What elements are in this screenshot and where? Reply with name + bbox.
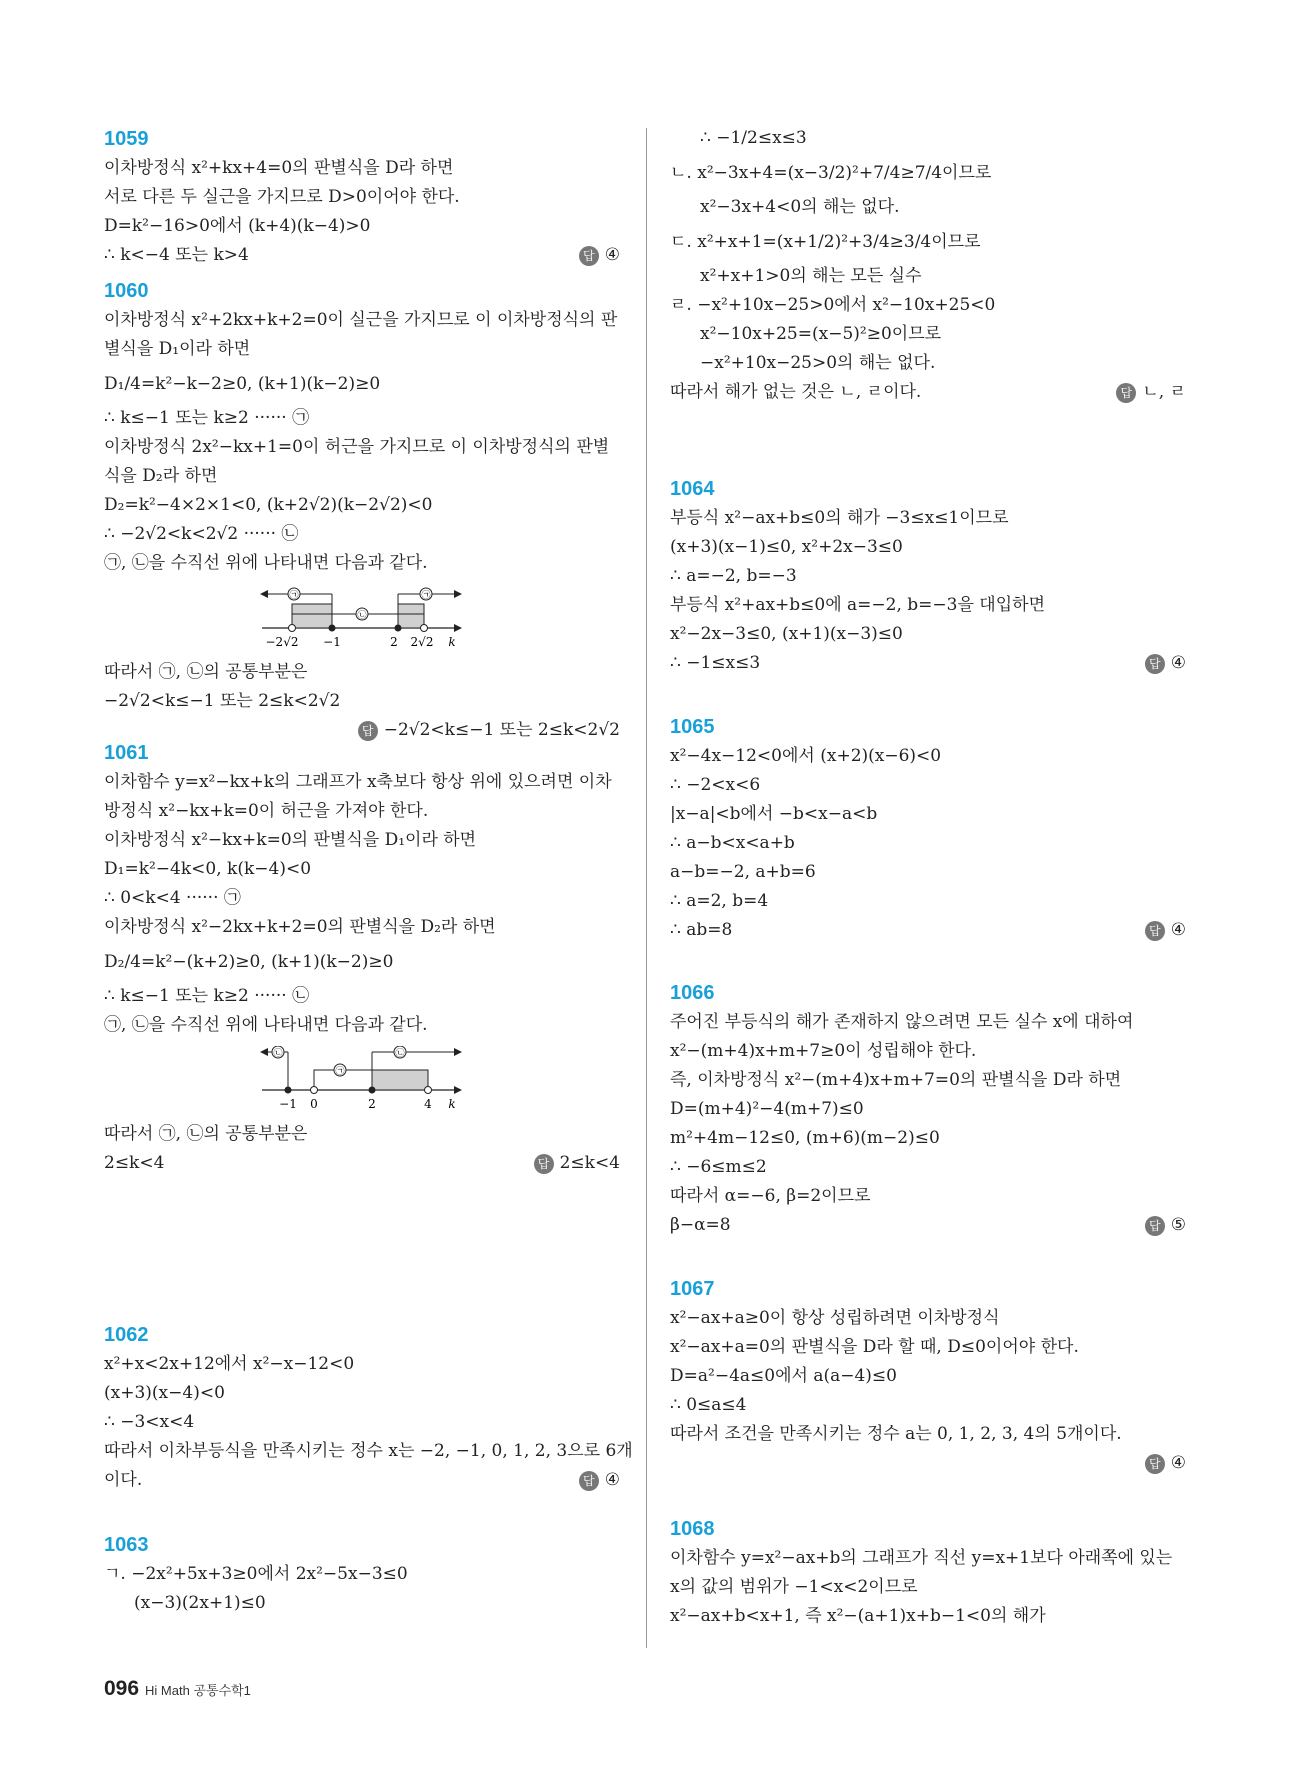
solution-line: 이차함수 y=x²−ax+b의 그래프가 직선 y=x+1보다 아래쪽에 있는 bbox=[670, 1548, 1173, 1568]
tick-label: −1 bbox=[323, 635, 341, 649]
solution-line: x²−ax+a=0의 판별식을 D라 할 때, D≤0이어야 한다. bbox=[670, 1337, 1079, 1357]
solution-line: 이차함수 y=x²−kx+k의 그래프가 x축보다 항상 위에 있으려면 이차 bbox=[104, 772, 612, 792]
solution-line: ∴ a−b<x<a+b bbox=[670, 833, 795, 853]
problem-1063-continued bbox=[670, 124, 1186, 407]
answer: 답 ⑤ bbox=[1145, 1211, 1186, 1240]
solution-line: 따라서 ㉠, ㉡의 공통부분은 bbox=[104, 1124, 308, 1144]
solution-line: x²+x<2x+12에서 x²−x−12<0 bbox=[104, 1354, 355, 1374]
problem-number: 1061 bbox=[104, 742, 149, 764]
solution-line: x²−2x−3≤0, (x+1)(x−3)≤0 bbox=[670, 624, 903, 644]
number-line-figure bbox=[254, 584, 464, 650]
problem-1059 bbox=[104, 124, 620, 270]
solution-line: ∴ k≤−1 또는 k≥2 ······ ㉠ bbox=[104, 408, 310, 428]
solution-line: x²−ax+b<x+1, 즉 x²−(a+1)x+b−1<0의 해가 bbox=[670, 1606, 1046, 1626]
solution-line: D₂=k²−4×2×1<0, (k+2√2)(k−2√2)<0 bbox=[104, 495, 433, 515]
answer-badge-icon: 답 bbox=[579, 1471, 599, 1491]
problem-number: 1059 bbox=[104, 128, 149, 150]
solution-line: m²+4m−12≤0, (m+6)(m−2)≤0 bbox=[670, 1128, 940, 1148]
solution-line: x²−(m+4)x+m+7≥0이 성립해야 한다. bbox=[670, 1041, 977, 1061]
solution-line: ㄴ. x²−3x+4=(x−3/2)²+7/4≥7/4이므로 bbox=[670, 163, 992, 183]
solution-line: 따라서 해가 없는 것은 ㄴ, ㄹ이다. 답 ㄴ, ㄹ bbox=[670, 378, 1186, 407]
page-footer bbox=[104, 1676, 251, 1702]
tick-label: 0 bbox=[310, 1097, 318, 1111]
solution-line: ∴ −1≤x≤3 답 ④ bbox=[670, 649, 1186, 678]
answer-badge-icon: 답 bbox=[1145, 921, 1165, 941]
solution-line: ∴ −2<x<6 bbox=[670, 775, 761, 795]
problem-1068 bbox=[670, 1514, 1186, 1631]
solution-line: 이다. 답 ④ bbox=[104, 1466, 620, 1495]
answer: 답 −2√2<k≤−1 또는 2≤k<2√2 bbox=[104, 716, 620, 745]
solution-line: ㉠, ㉡을 수직선 위에 나타내면 다음과 같다. bbox=[104, 1015, 428, 1035]
solution-line: x²−ax+a≥0이 항상 성립하려면 이차방정식 bbox=[670, 1308, 1000, 1328]
problem-number: 1063 bbox=[104, 1534, 149, 1556]
axis-label: k bbox=[448, 1097, 456, 1111]
solution-line: x²−3x+4<0의 해는 없다. bbox=[700, 197, 900, 217]
answer: 답 ④ bbox=[579, 1466, 620, 1495]
range-mark: ㉡ bbox=[395, 1049, 405, 1059]
problem-1060 bbox=[104, 276, 620, 745]
answer-badge-icon: 답 bbox=[1145, 1216, 1165, 1236]
problem-number: 1066 bbox=[670, 982, 715, 1004]
solution-line: D₂/4=k²−(k+2)≥0, (k+1)(k−2)≥0 bbox=[104, 952, 394, 972]
book-title: Hi Math 공통수학1 bbox=[145, 1683, 251, 1698]
answer: 답 ④ bbox=[670, 1449, 1186, 1478]
solution-line: (x+3)(x−4)<0 bbox=[104, 1383, 225, 1403]
solution-line: D₁=k²−4k<0, k(k−4)<0 bbox=[104, 859, 312, 879]
solution-line: D=(m+4)²−4(m+7)≤0 bbox=[670, 1099, 864, 1119]
problem-1067 bbox=[670, 1274, 1186, 1478]
tick-label: 4 bbox=[424, 1097, 432, 1111]
problem-number: 1068 bbox=[670, 1518, 715, 1540]
solution-line: ∴ −3<x<4 bbox=[104, 1412, 195, 1432]
tick-label: −2√2 bbox=[265, 635, 299, 649]
page-number: 096 bbox=[104, 1677, 140, 1700]
solution-line: ∴ −2√2<k<2√2 ······ ㉡ bbox=[104, 524, 299, 544]
solution-line: ㉠, ㉡을 수직선 위에 나타내면 다음과 같다. bbox=[104, 553, 428, 573]
problem-number: 1065 bbox=[670, 716, 715, 738]
solution-line: 이차방정식 x²+2kx+k+2=0이 실근을 가지므로 이 이차방정식의 판 bbox=[104, 310, 618, 330]
solution-line: x²+x+1>0의 해는 모든 실수 bbox=[700, 266, 922, 286]
solution-line: ㄷ. x²+x+1=(x+1/2)²+3/4≥3/4이므로 bbox=[670, 232, 981, 252]
solution-line: 서로 다른 두 실근을 가지므로 D>0이어야 한다. bbox=[104, 187, 460, 207]
solution-line: ∴ −6≤m≤2 bbox=[670, 1157, 767, 1177]
solution-line: |x−a|<b에서 −b<x−a<b bbox=[670, 804, 878, 824]
answer-badge-icon: 답 bbox=[534, 1154, 554, 1174]
tick-label: 2 bbox=[390, 635, 398, 649]
solution-line: −x²+10x−25>0의 해는 없다. bbox=[700, 353, 936, 373]
range-mark: ㉠ bbox=[421, 591, 431, 601]
solution-line: 주어진 부등식의 해가 존재하지 않으려면 모든 실수 x에 대하여 bbox=[670, 1012, 1134, 1032]
solution-line: 따라서 이차부등식을 만족시키는 정수 x는 −2, −1, 0, 1, 2, 3으로 6개 bbox=[104, 1441, 633, 1461]
solution-line: 따라서 조건을 만족시키는 정수 a는 0, 1, 2, 3, 4의 5개이다. bbox=[670, 1424, 1122, 1444]
problem-number: 1067 bbox=[670, 1278, 715, 1300]
column-divider bbox=[646, 128, 647, 1648]
problem-number: 1062 bbox=[104, 1324, 149, 1346]
solution-line: ∴ ab=8 답 ④ bbox=[670, 916, 1186, 945]
solution-line: ∴ a=2, b=4 bbox=[670, 891, 769, 911]
solution-line: 이차방정식 x²−2kx+k+2=0의 판별식을 D₂라 하면 bbox=[104, 917, 496, 937]
solution-line: 이차방정식 x²−kx+k=0의 판별식을 D₁이라 하면 bbox=[104, 830, 477, 850]
solution-line: (x−3)(2x+1)≤0 bbox=[134, 1593, 266, 1613]
solution-line: 즉, 이차방정식 x²−(m+4)x+m+7=0의 판별식을 D라 하면 bbox=[670, 1070, 1122, 1090]
solution-line: ㄹ. −x²+10x−25>0에서 x²−10x+25<0 bbox=[670, 295, 996, 315]
problem-1064 bbox=[670, 474, 1186, 678]
problem-1063 bbox=[104, 1530, 620, 1618]
tick-label: 2 bbox=[368, 1097, 376, 1111]
range-mark: ㉡ bbox=[357, 611, 367, 621]
tick-label: −1 bbox=[279, 1097, 297, 1111]
solution-line: β−α=8 답 ⑤ bbox=[670, 1211, 1186, 1240]
range-mark: ㉠ bbox=[289, 591, 299, 601]
answer: 답 2≤k<4 bbox=[534, 1149, 620, 1178]
solution-line: x²−10x+25=(x−5)²≥0이므로 bbox=[700, 324, 942, 344]
solution-line: ∴ 0≤a≤4 bbox=[670, 1395, 747, 1415]
solution-line: 이차방정식 x²+kx+4=0의 판별식을 D라 하면 bbox=[104, 158, 454, 178]
answer: 답 ④ bbox=[1145, 649, 1186, 678]
axis-label: k bbox=[448, 635, 456, 649]
solution-line: 따라서 α=−6, β=2이므로 bbox=[670, 1186, 871, 1206]
solution-line: D₁/4=k²−k−2≥0, (k+1)(k−2)≥0 bbox=[104, 374, 381, 394]
solution-line: 방정식 x²−kx+k=0이 허근을 가져야 한다. bbox=[104, 801, 429, 821]
answer-badge-icon: 답 bbox=[579, 246, 599, 266]
solution-line: (x+3)(x−1)≤0, x²+2x−3≤0 bbox=[670, 537, 903, 557]
solution-line: 별식을 D₁이라 하면 bbox=[104, 339, 251, 359]
solution-line: ∴ 0<k<4 ······ ㉠ bbox=[104, 888, 241, 908]
answer-badge-icon: 답 bbox=[1116, 383, 1136, 403]
solution-line: D=k²−16>0에서 (k+4)(k−4)>0 bbox=[104, 216, 371, 236]
problem-1061 bbox=[104, 738, 620, 1178]
solution-line: 따라서 ㉠, ㉡의 공통부분은 bbox=[104, 662, 308, 682]
problem-1065 bbox=[670, 712, 1186, 945]
solution-line: 이차방정식 2x²−kx+1=0이 허근을 가지므로 이 이차방정식의 판별 bbox=[104, 437, 610, 457]
answer: 답 ④ bbox=[579, 241, 620, 270]
solution-line: 식을 D₂라 하면 bbox=[104, 466, 218, 486]
solution-line: 부등식 x²−ax+b≤0의 해가 −3≤x≤1이므로 bbox=[670, 508, 1009, 528]
solution-line: −2√2<k≤−1 또는 2≤k<2√2 bbox=[104, 691, 341, 711]
solution-line: ㄱ. −2x²+5x+3≥0에서 2x²−5x−3≤0 bbox=[104, 1564, 408, 1584]
solution-line: ∴ a=−2, b=−3 bbox=[670, 566, 797, 586]
tick-label: 2√2 bbox=[410, 635, 434, 649]
solution-line: a−b=−2, a+b=6 bbox=[670, 862, 816, 882]
problem-1066 bbox=[670, 978, 1186, 1240]
problem-number: 1064 bbox=[670, 478, 715, 500]
solution-line: D=a²−4a≤0에서 a(a−4)≤0 bbox=[670, 1366, 897, 1386]
answer-badge-icon: 답 bbox=[1145, 1454, 1165, 1474]
problem-number: 1060 bbox=[104, 280, 149, 302]
answer-badge-icon: 답 bbox=[358, 721, 378, 741]
solution-line: x의 값의 범위가 −1<x<2이므로 bbox=[670, 1577, 918, 1597]
answer-badge-icon: 답 bbox=[1145, 654, 1165, 674]
solution-line: ∴ −1/2≤x≤3 bbox=[700, 128, 807, 148]
number-line-figure bbox=[254, 1046, 464, 1112]
solution-line: 2≤k<4 답 2≤k<4 bbox=[104, 1149, 620, 1178]
solution-line: ∴ k≤−1 또는 k≥2 ······ ㉡ bbox=[104, 986, 310, 1006]
problem-1062 bbox=[104, 1320, 633, 1495]
solution-line: x²−4x−12<0에서 (x+2)(x−6)<0 bbox=[670, 746, 942, 766]
range-mark: ㉠ bbox=[335, 1067, 345, 1077]
answer: 답 ④ bbox=[1145, 916, 1186, 945]
range-mark: ㉡ bbox=[273, 1049, 283, 1059]
solution-line: 부등식 x²+ax+b≤0에 a=−2, b=−3을 대입하면 bbox=[670, 595, 1045, 615]
answer: 답 ㄴ, ㄹ bbox=[1116, 378, 1186, 407]
solution-line: ∴ k<−4 또는 k>4 답 ④ bbox=[104, 241, 620, 270]
